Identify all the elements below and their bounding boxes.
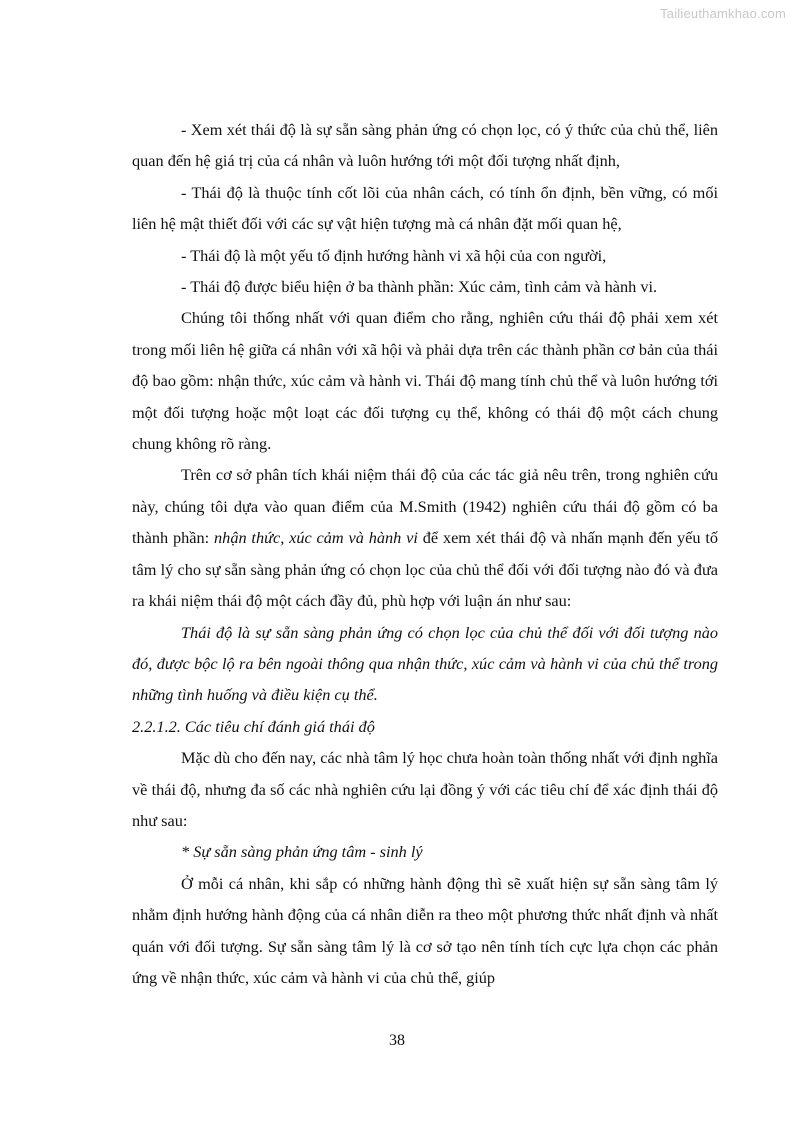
paragraph-6-text-a: Trên cơ sở phân tích khái niệm thái độ của các tác giả nêu trên, trong nghiên cứu này, chúng tôi dựa vào quan điểm của M.Smith (1942) nghiên cứu thái độ gồm có ba thành phần:	[132, 465, 718, 548]
definition-paragraph: Thái độ là sự sẵn sàng phản ứng có chọn lọc của chủ thể đối với đối tượng nào đó, được bộc lộ ra bên ngoài thông qua nhận thức, xúc cảm và hành vi của chủ thể trong những tình huống và điều kiện cụ thể.	[132, 622, 718, 705]
criterion-subheading: * Sự sẵn sàng phản ứng tâm - sinh lý	[181, 842, 423, 862]
page-number: 38	[389, 1032, 405, 1049]
paragraph-7: Mặc dù cho đến nay, các nhà tâm lý học chưa hoàn toàn thống nhất với định nghĩa về thái độ, nhưng đa số các nhà nghiên cứu lại đồng ý với các tiêu chí để xác định thái độ như sau:	[132, 748, 718, 830]
paragraph-6	[132, 459, 718, 616]
section-heading: 2.2.1.2. Các tiêu chí đánh giá thái độ	[132, 716, 375, 736]
paragraph-1: - Xem xét thái độ là sự sẵn sàng phản ứng có chọn lọc, có ý thức của chủ thể, liên quan đến hệ giá trị của cá nhân và luôn hướng tới một đối tượng nhất định,	[132, 120, 718, 171]
paragraph-4: - Thái độ được biểu hiện ở ba thành phần: Xúc cảm, tình cảm và hành vi.	[181, 277, 658, 297]
paragraph-8: Ở mỗi cá nhân, khi sắp có những hành động thì sẽ xuất hiện sự sẵn sàng tâm lý nhằm định hướng hành động của cá nhân diễn ra theo một phương thức nhất định và nhất quán với đối tượng. Sự sẵn sàng tâm lý là cơ sở tạo nên tính tích cực lựa chọn các phản ứng về nhận thức, xúc cảm và hành vi của chủ thể, giúp	[132, 873, 718, 987]
paragraph-5: Chúng tôi thống nhất với quan điểm cho rằng, nghiên cứu thái độ phải xem xét trong mối liên hệ giữa cá nhân với xã hội và phải dựa trên các thành phần cơ bản của thái độ bao gồm: nhận thức, xúc cảm và hành vi. Thái độ mang tính chủ thể và luôn hướng tới một đối tượng hoặc một loạt các đối tượng cụ thể, không có thái độ một cách chung chung không rõ ràng.	[132, 308, 718, 454]
paragraph-6-text-b: để xem xét thái độ và nhấn mạnh đến yếu tố tâm lý cho sự sẵn sàng phản ứng có chọn lọc của chủ thể đối với đối tượng nào đó và đưa ra khái niệm thái độ một cách đầy đủ, phù hợp với luận án như sau:	[132, 528, 718, 611]
paragraph-6-emphasis: nhận thức, xúc cảm và hành vi	[214, 528, 418, 548]
page-body	[132, 114, 718, 993]
paragraph-2: - Thái độ là thuộc tính cốt lõi của nhân cách, có tính ổn định, bền vững, có mối liên hệ mật thiết đối với các sự vật hiện tượng mà cá nhân đặt mối quan hệ,	[132, 182, 718, 234]
watermark-text: Tailieuthamkhao.com	[660, 6, 786, 21]
paragraph-3: - Thái độ là một yếu tố định hướng hành vi xã hội của con người,	[181, 245, 607, 265]
